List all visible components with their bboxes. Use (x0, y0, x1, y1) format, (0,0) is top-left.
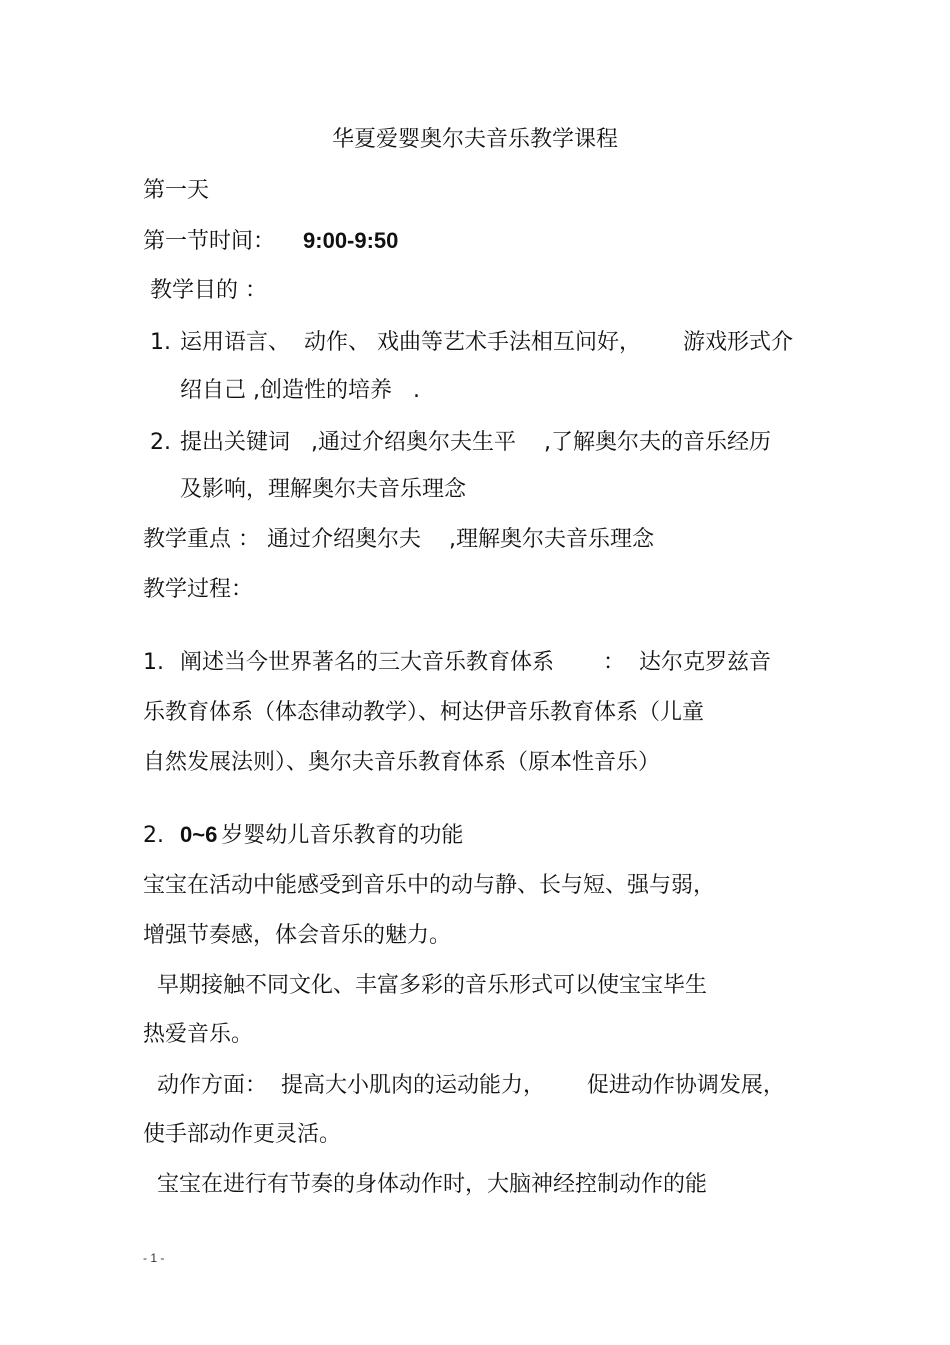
objective-item-1-line1: 运用语言、 动作、 戏曲等艺术手法相互问好， 游戏形式介 (180, 330, 793, 355)
objective-item-1-line2: 绍自己 ,创造性的培养 . (180, 378, 420, 403)
objective-item-2-line1: 提出关键词 ,通过介绍奥尔夫生平 ,了解奥尔夫的音乐经历 (180, 430, 771, 455)
process-item-2-number: 2. (143, 823, 164, 848)
process-item-1-number: 1. (143, 650, 164, 675)
process-item-1-line1: 阐述当今世界著名的三大音乐教育体系 ： 达尔克罗兹音 (180, 650, 771, 675)
age-range: 0~6 (180, 822, 218, 847)
page-number: - 1 - (143, 1251, 165, 1265)
paragraph-line: 宝宝在活动中能感受到音乐中的动与静、长与短、强与弱， (143, 873, 716, 898)
paragraph-line: 宝宝在进行有节奏的身体动作时，大脑神经控制动作的能 (143, 1172, 707, 1197)
paragraph-line: 热爱音乐。 (143, 1022, 254, 1047)
paragraph-line: 早期接触不同文化、丰富多彩的音乐形式可以使宝宝毕生 (143, 973, 707, 998)
session-label: 第一节时间： (143, 229, 276, 254)
paragraph-line: 增强节奏感，体会音乐的魅力。 (143, 923, 452, 948)
paragraph-line: 使手部动作更灵活。 (143, 1122, 342, 1147)
process-item-2-heading (143, 820, 463, 851)
session-time: 9:00-9:50 (303, 228, 399, 253)
process-item-2-title: 岁婴幼儿音乐教育的功能 (221, 823, 464, 848)
session-time-line (143, 226, 398, 257)
objective-item-2-number: 2. (150, 430, 171, 455)
process-label: 教学过程： (143, 577, 254, 602)
document-title: 华夏爱婴奥尔夫音乐教学课程 (331, 127, 618, 152)
day-heading: 第一天 (143, 178, 210, 203)
objective-item-1-number: 1. (150, 330, 171, 355)
objectives-label: 教学目的 ： (150, 278, 267, 303)
key-points: 教学重点 ： 通过介绍奥尔夫 ,理解奥尔夫音乐理念 (143, 527, 654, 552)
objective-item-2-line2: 及影响，理解奥尔夫音乐理念 (180, 477, 467, 502)
process-item-1-line3: 自然发展法则）、奥尔夫音乐教育体系（原本性音乐） (143, 750, 661, 775)
process-item-1-line2: 乐教育体系（体态律动教学）、柯达伊音乐教育体系（儿童 (143, 700, 705, 725)
paragraph-line: 动作方面： 提高大小肌肉的运动能力， 促进动作协调发展， (143, 1073, 785, 1098)
